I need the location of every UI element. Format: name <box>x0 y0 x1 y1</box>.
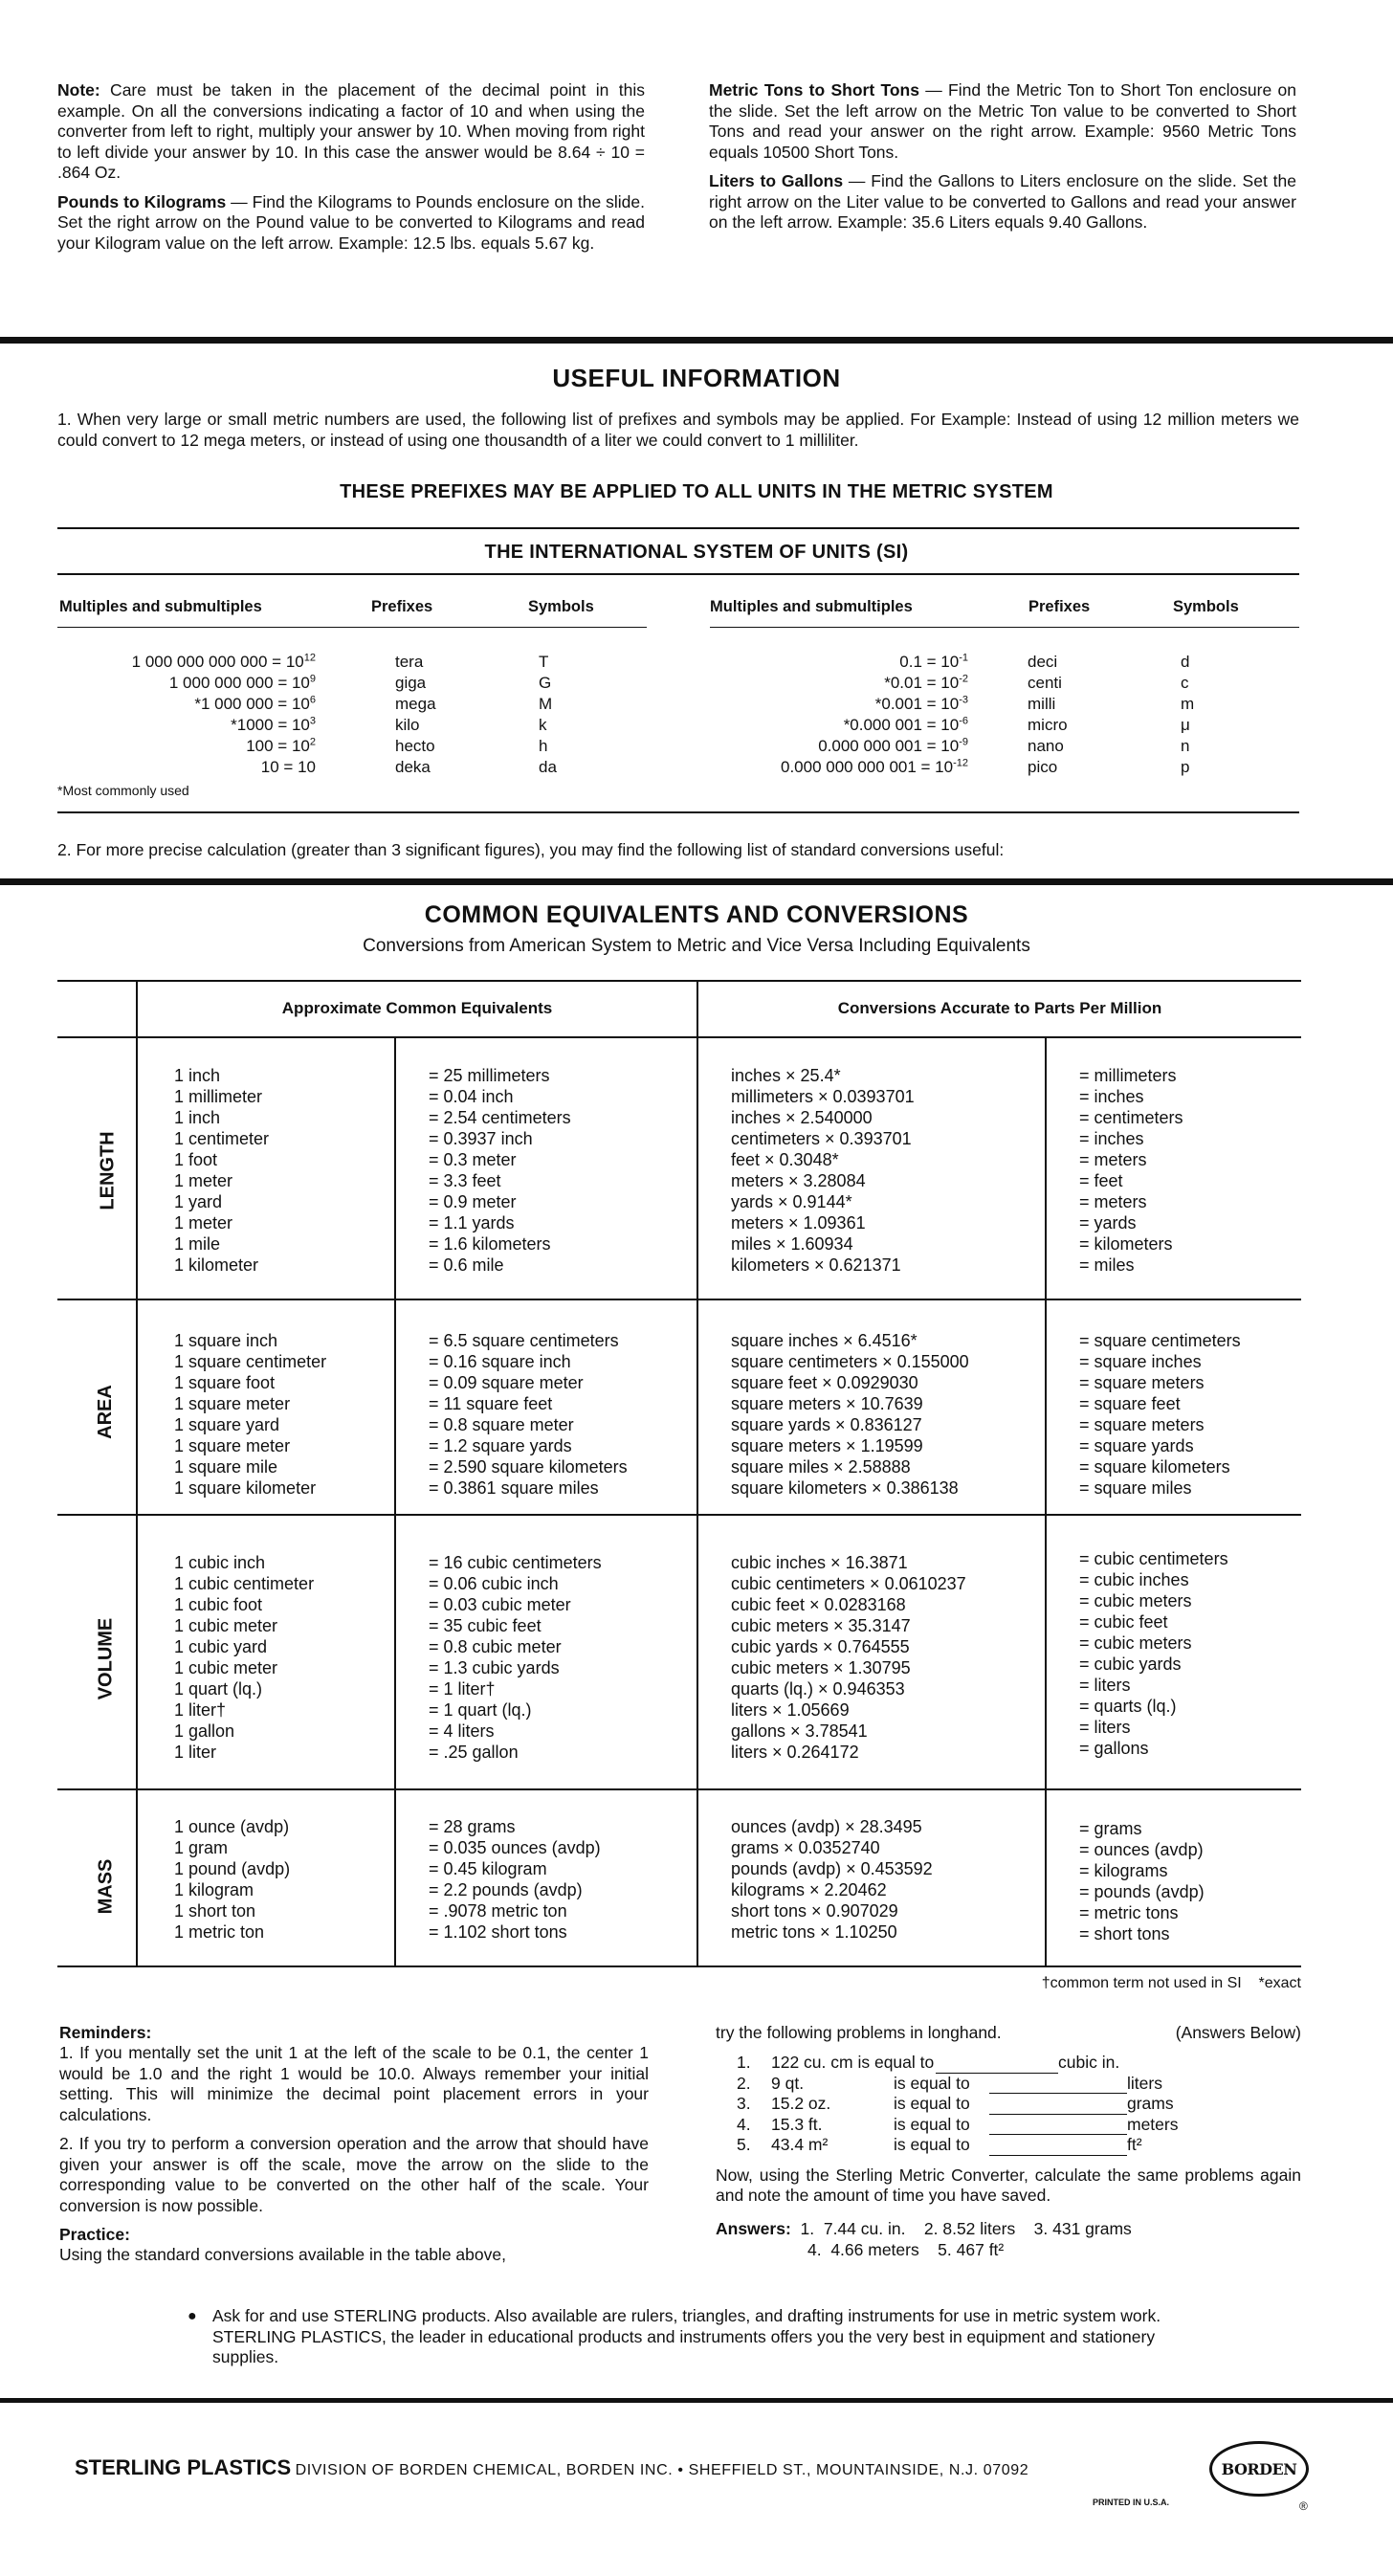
si-multiple: 0.000 000 $001 = 10^{-9}$ <box>818 736 968 755</box>
unit-cell: 1 meter <box>174 1171 233 1190</box>
section-divider-top <box>0 337 1393 344</box>
table-vline-4 <box>1045 1036 1047 1967</box>
si-multiple: 10 = 10 <box>260 758 316 776</box>
mt-label: Metric Tons to Short Tons <box>709 80 919 100</box>
borden-logo-text: BORDEN <box>1221 2459 1297 2478</box>
footer-company: STERLING PLASTICS <box>75 2455 292 2479</box>
result-cell: = square kilometers <box>1079 1457 1230 1477</box>
area-approx-column <box>429 1330 628 1499</box>
result-cell: = square miles <box>1079 1478 1192 1498</box>
now-text: Now, using the Sterling Metric Converter, calculate the same problems again and note the amount of time you have saved. <box>716 2165 1301 2205</box>
factor-cell: kilograms × 2.20462 <box>731 1880 887 1899</box>
result-cell: = liters <box>1079 1718 1131 1737</box>
table-vline-3 <box>696 980 698 1967</box>
result-cell: = cubic meters <box>1079 1633 1192 1653</box>
approx-cell: = 1.3 cubic yards <box>429 1658 560 1677</box>
si-row <box>57 694 651 715</box>
common-title: COMMON EQUIVALENTS AND CONVERSIONS <box>424 901 969 928</box>
factor-cell: pounds (avdp) × 0.453592 <box>731 1859 933 1878</box>
si-header-multiples-left: Multiples and submultiples <box>59 598 262 615</box>
result-cell: = kilograms <box>1079 1861 1168 1880</box>
result-cell: = cubic yards <box>1079 1654 1182 1674</box>
si-prefix: deka <box>395 758 431 776</box>
approx-cell: = .25 gallon <box>429 1743 519 1762</box>
area-units-column <box>174 1330 326 1499</box>
si-row <box>57 673 651 694</box>
factor-cell: liters × 1.05669 <box>731 1700 850 1720</box>
answers-line-1: 1. 7.44 cu. in. 2. 8.52 liters 3. 431 grams <box>800 2218 1132 2238</box>
precise-note: 2. For more precise calculation (greater than 3 significant figures), you may find the following list of standard conversions useful: <box>57 840 1005 859</box>
si-prefix: mega <box>395 695 436 713</box>
unit-cell: 1 square meter <box>174 1394 291 1413</box>
useful-intro: 1. When very large or small metric numbers are used, the following list of prefixes and symbols may be applied. For Example: Instead of using 12 million meters we could convert to 12 mega meters, or instead of using one thousandth of a liter we could convert to 1 milliliter. <box>57 410 1299 450</box>
bullet-text: Ask for and use STERLING products. Also available are rulers, triangles, and drafting instruments for use in metric system work. STERLING PLASTICS, the leader in educational products and instruments offers you the very best in equipment and stationery supplies. <box>212 2306 1161 2366</box>
col-header-accurate: Conversions Accurate to Parts Per Million <box>837 999 1162 1017</box>
approx-cell: = 1.6 kilometers <box>429 1234 551 1254</box>
factor-cell: cubic feet × 0.0283168 <box>731 1595 906 1614</box>
answers-below: (Answers Below) <box>1175 2023 1301 2042</box>
area-results-column <box>1079 1330 1241 1499</box>
result-cell: = inches <box>1079 1129 1144 1148</box>
approx-cell: = 2.590 square kilometers <box>429 1457 628 1477</box>
si-header-multiples-right: Multiples and submultiples <box>710 598 913 615</box>
unit-cell: 1 centimeter <box>174 1129 270 1148</box>
unit-cell: 1 square mile <box>174 1457 278 1477</box>
unit-cell: 1 mile <box>174 1234 221 1254</box>
approx-cell: = 35 cubic feet <box>429 1616 542 1635</box>
table-length-rule <box>57 1299 1301 1300</box>
problem-item: 1. 122 cu. cm is equal to cubic in. <box>737 2053 1120 2072</box>
unit-cell: 1 square kilometer <box>174 1478 317 1498</box>
approx-cell: = 0.45 kilogram <box>429 1859 547 1878</box>
result-cell: = quarts (lq.) <box>1079 1697 1177 1716</box>
approx-cell: = 4 liters <box>429 1721 495 1741</box>
mass-factors-column <box>731 1816 933 1943</box>
volume-approx-column <box>429 1552 602 1763</box>
approx-cell: = 16 cubic centimeters <box>429 1553 602 1572</box>
approx-cell: = 0.3 meter <box>429 1150 517 1169</box>
volume-units-column <box>174 1552 314 1763</box>
approx-cell: = 0.8 square meter <box>429 1415 574 1434</box>
si-row <box>57 652 651 673</box>
length-results-column <box>1079 1065 1183 1276</box>
factor-cell: quarts (lq.) × 0.946353 <box>731 1679 905 1699</box>
result-cell: = cubic centimeters <box>1079 1549 1228 1568</box>
section-divider-mid <box>0 878 1393 885</box>
unit-cell: 1 liter <box>174 1743 217 1762</box>
si-multiple: $100 = 10^2$ <box>246 736 316 755</box>
factor-cell: cubic centimeters × 0.0610237 <box>731 1574 966 1593</box>
factor-cell: square centimeters × 0.155000 <box>731 1352 969 1371</box>
approx-cell: = 0.9 meter <box>429 1192 517 1211</box>
unit-cell: 1 gram <box>174 1838 229 1857</box>
unit-cell: 1 cubic centimeter <box>174 1574 315 1593</box>
si-prefix: kilo <box>395 716 420 734</box>
factor-cell: liters × 0.264172 <box>731 1743 859 1762</box>
reminder-2: 2. If you try to perform a conversion operation and the arrow that should have given your answer is off the scale, move the arrow on the slide to the corresponding value to be converted on the other half of the scale. Your conversion is now possible. <box>59 2134 649 2215</box>
factor-cell: cubic meters × 35.3147 <box>731 1616 911 1635</box>
unit-cell: 1 square yard <box>174 1415 280 1434</box>
unit-cell: 1 gallon <box>174 1721 235 1741</box>
approx-cell: = 0.04 inch <box>429 1087 514 1106</box>
si-symbol: G <box>539 674 552 692</box>
approx-cell: = 28 grams <box>429 1817 516 1836</box>
table-top-rule <box>57 980 1301 982</box>
practice-title: Practice: <box>59 2225 130 2244</box>
unit-cell: 1 kilometer <box>174 1255 259 1275</box>
note-text: Care must be taken in the placement of the decimal point in this example. On all the conversions indicating a factor of 10 and when using the converter from left to right, multiply your answer by 10. When moving from right to left divide your answer by 10. In this case the answer would be 8.64 ÷ 10 = .864 Oz. <box>57 80 645 182</box>
si-symbol: c <box>1181 674 1189 692</box>
result-cell: = kilometers <box>1079 1234 1173 1254</box>
approx-cell: = 0.3937 inch <box>429 1129 533 1148</box>
si-row <box>57 736 651 757</box>
registered-mark: ® <box>1299 2499 1308 2513</box>
si-symbol: m <box>1181 695 1195 713</box>
si-prefix: micro <box>1028 716 1068 734</box>
result-cell: = miles <box>1079 1255 1135 1275</box>
result-cell: = ounces (avdp) <box>1079 1840 1204 1859</box>
unit-cell: 1 kilogram <box>174 1880 254 1899</box>
approx-cell: = 3.3 feet <box>429 1171 501 1190</box>
result-cell: = square centimeters <box>1079 1331 1241 1350</box>
si-header-underline-right <box>710 627 1299 628</box>
unit-cell: 1 inch <box>174 1066 221 1085</box>
si-row <box>57 715 651 736</box>
si-multiple: *1 000 $000 = 10^6$ <box>194 694 316 713</box>
problem-item: 4. 15.3 ft. is equal to meters <box>737 2114 1179 2134</box>
si-bottom-rule <box>57 811 1299 813</box>
si-symbol: p <box>1181 758 1190 776</box>
sterling-bullet <box>188 2306 1221 2368</box>
footer-address: DIVISION OF BORDEN CHEMICAL, BORDEN INC. • SHEFFIELD ST., MOUNTAINSIDE, N.J. 07092 <box>295 2462 1029 2478</box>
factor-cell: cubic meters × 1.30795 <box>731 1658 911 1677</box>
si-multiple: $*1000 = 10^3$ <box>231 715 316 734</box>
lg-label: Liters to Gallons <box>709 171 844 190</box>
length-units-column <box>174 1065 269 1276</box>
result-cell: = liters <box>1079 1676 1131 1695</box>
table-vline-1 <box>136 980 138 1967</box>
factor-cell: square feet × 0.0929030 <box>731 1373 918 1392</box>
lg-text: — Find the Gallons to Liters enclosure on the slide. Set the right arrow on the Liter value to be converted to Gallons and read your answer on the left arrow. Example: 35.6 Liters equals 9.40 Gallons. <box>709 171 1297 232</box>
col-header-approx: Approximate Common Equivalents <box>281 999 553 1017</box>
si-row <box>57 757 651 778</box>
approx-cell: = 0.06 cubic inch <box>429 1574 559 1593</box>
factor-cell: kilometers × 0.621371 <box>731 1255 901 1275</box>
approx-cell: = 1.1 yards <box>429 1213 515 1232</box>
si-table-right <box>710 652 1303 778</box>
answers-line-2: 4. 4.66 meters 5. 467 ft² <box>807 2239 1005 2259</box>
approx-cell: = 0.6 mile <box>429 1255 504 1275</box>
result-cell: = centimeters <box>1079 1108 1183 1127</box>
volume-factors-column <box>731 1552 966 1763</box>
si-row <box>710 673 1303 694</box>
factor-cell: square miles × 2.58888 <box>731 1457 911 1477</box>
factor-cell: inches × 25.4* <box>731 1066 841 1085</box>
unit-cell: 1 millimeter <box>174 1087 263 1106</box>
result-cell: = grams <box>1079 1819 1142 1838</box>
result-cell: = metric tons <box>1079 1903 1179 1922</box>
si-symbol: M <box>539 695 553 713</box>
si-prefix: centi <box>1028 674 1062 692</box>
table-footnote: †common term not used in SI *exact <box>1041 1975 1301 1991</box>
unit-cell: 1 short ton <box>174 1901 256 1921</box>
unit-cell: 1 meter <box>174 1213 233 1232</box>
unit-cell: 1 yard <box>174 1192 223 1211</box>
result-cell: = square meters <box>1079 1373 1205 1392</box>
result-cell: = square inches <box>1079 1352 1202 1371</box>
si-header-prefixes-left: Prefixes <box>371 598 433 615</box>
si-prefix: nano <box>1028 737 1064 755</box>
unit-cell: 1 liter† <box>174 1700 227 1720</box>
unit-cell: 1 cubic yard <box>174 1637 268 1656</box>
si-symbol: da <box>539 758 557 776</box>
approx-cell: = 6.5 square centimeters <box>429 1331 619 1350</box>
approx-cell: = .9078 metric ton <box>429 1901 567 1921</box>
unit-cell: 1 square inch <box>174 1331 278 1350</box>
si-title: THE INTERNATIONAL SYSTEM OF UNITS (SI) <box>484 542 909 563</box>
unit-cell: 1 quart (lq.) <box>174 1679 263 1699</box>
result-cell: = pounds (avdp) <box>1079 1882 1205 1901</box>
si-prefix: deci <box>1028 653 1058 671</box>
si-multiple: 1 000 000 000 $000 = 10^{12}$ <box>131 652 316 671</box>
reminder-1: 1. If you mentally set the unit 1 at the left of the scale to be 0.1, the center 1 would be 1.0 and the right 1 would be 10.0. Always remember your initial setting. This will minimize the decimal point placement errors in your calculations. <box>59 2043 649 2124</box>
volume-results-column <box>1079 1548 1228 1759</box>
approx-cell: = 0.09 square meter <box>429 1373 584 1392</box>
factor-cell: grams × 0.0352740 <box>731 1838 880 1857</box>
unit-cell: 1 cubic meter <box>174 1616 278 1635</box>
factor-cell: millimeters × 0.0393701 <box>731 1087 915 1106</box>
p2k-text: — Find the Kilograms to Pounds enclosure on the slide. Set the right arrow on the Pound value to be converted to Kilograms and read your Kilogram value on the left arrow. Example: 12.5 lbs. equals 5.67 kg. <box>57 191 646 253</box>
factor-cell: cubic inches × 16.3871 <box>731 1553 908 1572</box>
unit-cell: 1 cubic foot <box>174 1595 263 1614</box>
common-subtitle: Conversions from American System to Metric and Vice Versa Including Equivalents <box>363 936 1030 956</box>
problem-item: 3. 15.2 oz. is equal to grams <box>737 2094 1174 2113</box>
result-cell: = cubic inches <box>1079 1570 1189 1589</box>
factor-cell: cubic yards × 0.764555 <box>731 1637 910 1656</box>
mass-approx-column <box>429 1816 601 1943</box>
si-symbol: n <box>1181 737 1190 755</box>
problem-item: 5. 43.4 m² is equal to ft² <box>737 2135 1142 2154</box>
result-cell: = cubic feet <box>1079 1612 1168 1632</box>
length-factors-column <box>731 1065 915 1276</box>
pounds-to-kilograms-paragraph <box>57 192 645 255</box>
result-cell: = square yards <box>1079 1436 1194 1455</box>
si-symbol: T <box>539 653 549 671</box>
approx-cell: = 0.3861 square miles <box>429 1478 599 1498</box>
si-header-underline-left <box>57 627 647 628</box>
si-row <box>710 757 1303 778</box>
table-volume-rule <box>57 1788 1301 1790</box>
si-multiple: *0.000 $001 = 10^{-6}$ <box>843 715 968 734</box>
si-row <box>710 715 1303 736</box>
unit-cell: 1 square foot <box>174 1373 276 1392</box>
factor-cell: meters × 3.28084 <box>731 1171 866 1190</box>
si-prefix: milli <box>1028 695 1056 713</box>
approx-cell: = 1 quart (lq.) <box>429 1700 532 1720</box>
si-multiple: 0.000 000 000 $001 = 10^{-12}$ <box>781 757 968 776</box>
si-table-left <box>57 652 651 778</box>
unit-cell: 1 metric ton <box>174 1922 265 1942</box>
si-mid-rule <box>57 573 1299 575</box>
factor-cell: square kilometers × 0.386138 <box>731 1478 959 1498</box>
si-symbol: d <box>1181 653 1190 671</box>
practice-text: Using the standard conversions available in the table above, <box>59 2245 506 2264</box>
answers-label: Answers: <box>716 2218 791 2238</box>
factor-cell: centimeters × 0.393701 <box>731 1129 912 1148</box>
reminders-title: Reminders: <box>59 2023 152 2042</box>
liters-to-gallons-paragraph <box>709 171 1296 233</box>
area-factors-column <box>731 1330 969 1499</box>
approx-cell: = 25 millimeters <box>429 1066 550 1085</box>
result-cell: = square feet <box>1079 1394 1181 1413</box>
approx-cell: = 2.2 pounds (avdp) <box>429 1880 583 1899</box>
result-cell: = inches <box>1079 1087 1144 1106</box>
result-cell: = millimeters <box>1079 1066 1177 1085</box>
approx-cell: = 1.2 square yards <box>429 1436 572 1455</box>
si-multiple: $*0.001 = 10^{-3}$ <box>874 694 968 713</box>
footer-line <box>75 2455 1028 2480</box>
result-cell: = short tons <box>1079 1924 1170 1943</box>
problem-list <box>737 2053 1301 2156</box>
si-prefix: hecto <box>395 737 435 755</box>
si-multiple: $0.1 = 10^{-1}$ <box>899 652 968 671</box>
result-cell: = yards <box>1079 1213 1137 1232</box>
bullet-icon: ● <box>188 2308 197 2324</box>
mass-units-column <box>174 1816 290 1943</box>
approx-cell: = 1.102 short tons <box>429 1922 567 1942</box>
section-label-length: LENGTH <box>97 1131 119 1210</box>
si-prefix: tera <box>395 653 424 671</box>
result-cell: = gallons <box>1079 1739 1149 1758</box>
factor-cell: square yards × 0.836127 <box>731 1415 922 1434</box>
si-multiple: 1 000 000 $000 = 10^9$ <box>168 673 316 692</box>
table-area-rule <box>57 1514 1301 1516</box>
note-label: Note: <box>57 80 100 100</box>
p2k-label: Pounds to Kilograms <box>57 191 227 211</box>
si-header-symbols-right: Symbols <box>1173 598 1239 615</box>
unit-cell: 1 square meter <box>174 1436 291 1455</box>
section-label-area: AREA <box>94 1385 116 1439</box>
problems-header <box>716 2023 1301 2043</box>
unit-cell: 1 square centimeter <box>174 1352 327 1371</box>
si-header-symbols-left: Symbols <box>528 598 594 615</box>
factor-cell: meters × 1.09361 <box>731 1213 866 1232</box>
si-symbol: h <box>539 737 548 755</box>
factor-cell: gallons × 3.78541 <box>731 1721 868 1741</box>
si-row <box>710 736 1303 757</box>
unit-cell: 1 ounce (avdp) <box>174 1817 290 1836</box>
si-multiple: $*0.01 = 10^{-2}$ <box>884 673 968 692</box>
si-prefix: pico <box>1028 758 1058 776</box>
problems-column <box>716 2023 1301 2260</box>
factor-cell: yards × 0.9144* <box>731 1192 852 1211</box>
unit-cell: 1 cubic meter <box>174 1658 278 1677</box>
si-symbol: μ <box>1181 716 1190 734</box>
unit-cell: 1 inch <box>174 1108 221 1127</box>
table-bottom-rule <box>57 1965 1301 1967</box>
factor-cell: square meters × 10.7639 <box>731 1394 923 1413</box>
approx-cell: = 1 liter† <box>429 1679 496 1699</box>
result-cell: = meters <box>1079 1192 1147 1211</box>
approx-cell: = 0.8 cubic meter <box>429 1637 562 1656</box>
mt-text: — Find the Metric Ton to Short Ton enclosure on the slide. Set the left arrow on the Metric Ton value to be converted to Short Tons and read your answer on the right arrow. Example: 9560 Metric Tons equals 10500 Short Tons. <box>709 80 1296 162</box>
printed-in-usa: PRINTED IN U.S.A. <box>1093 2498 1170 2507</box>
result-cell: = cubic meters <box>1079 1591 1192 1610</box>
problems-intro: try the following problems in longhand. <box>716 2023 1002 2042</box>
factor-cell: miles × 1.60934 <box>731 1234 853 1254</box>
si-row <box>710 652 1303 673</box>
reminders-column <box>59 2023 649 2266</box>
section-divider-bottom <box>0 2398 1393 2403</box>
prefix-banner: THESE PREFIXES MAY BE APPLIED TO ALL UNITS IN THE METRIC SYSTEM <box>340 481 1053 502</box>
result-cell: = square meters <box>1079 1415 1205 1434</box>
mass-results-column <box>1079 1818 1205 1944</box>
unit-cell: 1 foot <box>174 1150 218 1169</box>
result-cell: = feet <box>1079 1171 1123 1190</box>
table-vline-2 <box>394 1036 396 1967</box>
note-paragraph <box>57 80 645 184</box>
useful-info-title: USEFUL INFORMATION <box>552 364 841 392</box>
factor-cell: short tons × 0.907029 <box>731 1901 898 1921</box>
length-approx-column <box>429 1065 571 1276</box>
unit-cell: 1 cubic inch <box>174 1553 266 1572</box>
approx-cell: = 11 square feet <box>429 1394 553 1413</box>
approx-cell: = 0.03 cubic meter <box>429 1595 571 1614</box>
section-label-mass: MASS <box>95 1858 117 1915</box>
approx-cell: = 0.035 ounces (avdp) <box>429 1838 601 1857</box>
si-prefix: giga <box>395 674 427 692</box>
si-symbol: k <box>539 716 547 734</box>
result-cell: = meters <box>1079 1150 1147 1169</box>
answers <box>716 2218 1301 2239</box>
factor-cell: inches × 2.540000 <box>731 1108 873 1127</box>
si-footnote: *Most commonly used <box>57 783 189 798</box>
si-header-prefixes-right: Prefixes <box>1028 598 1091 615</box>
borden-logo <box>1209 2441 1309 2497</box>
si-top-rule <box>57 527 1299 529</box>
section-label-volume: VOLUME <box>95 1617 117 1700</box>
factor-cell: feet × 0.3048* <box>731 1150 839 1169</box>
factor-cell: ounces (avdp) × 28.3495 <box>731 1817 922 1836</box>
problem-item: 2. 9 qt. is equal to liters <box>737 2073 1162 2093</box>
factor-cell: square inches × 6.4516* <box>731 1331 918 1350</box>
metric-tons-paragraph <box>709 80 1296 163</box>
top-right-column <box>709 80 1296 233</box>
unit-cell: 1 pound (avdp) <box>174 1859 291 1878</box>
approx-cell: = 0.16 square inch <box>429 1352 571 1371</box>
si-row <box>710 694 1303 715</box>
factor-cell: square meters × 1.19599 <box>731 1436 923 1455</box>
top-left-column <box>57 80 645 254</box>
factor-cell: metric tons × 1.10250 <box>731 1922 897 1942</box>
table-header-rule <box>57 1036 1301 1038</box>
approx-cell: = 2.54 centimeters <box>429 1108 571 1127</box>
